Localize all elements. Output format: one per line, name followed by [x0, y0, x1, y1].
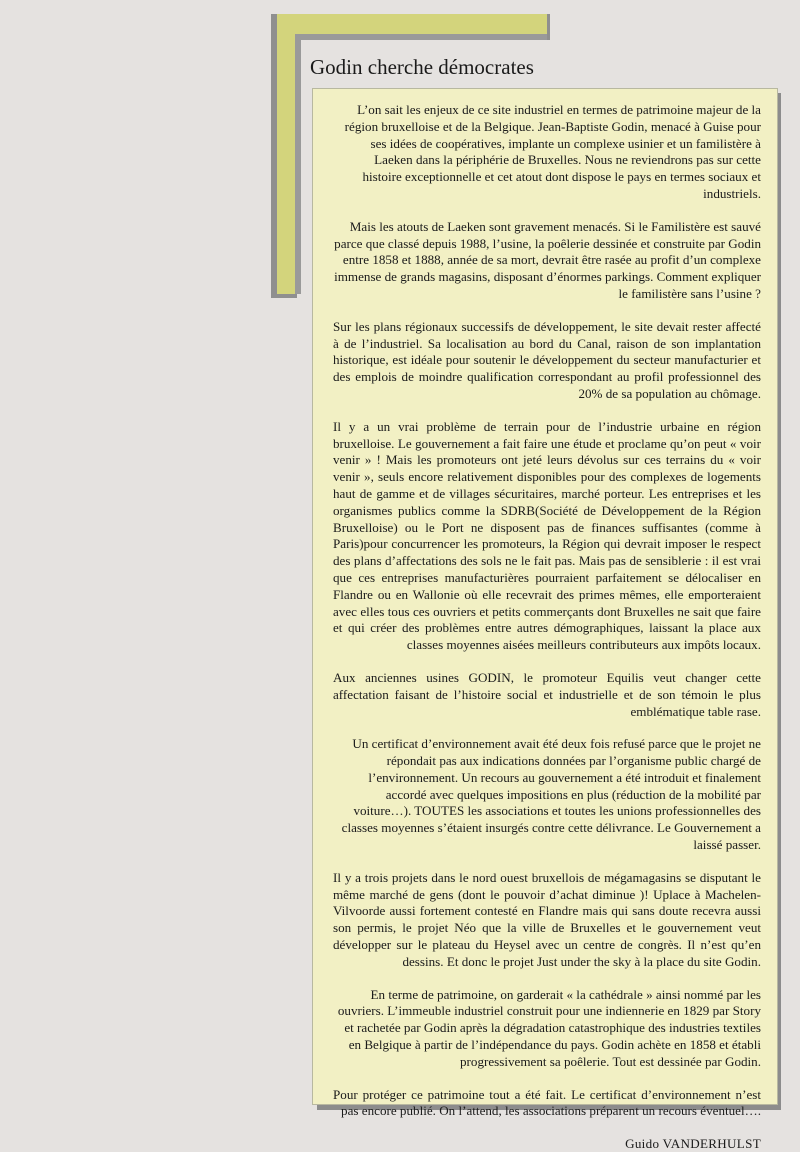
article-panel — [312, 88, 778, 1152]
article-paragraph: En terme de patrimoine, on garderait « la cathédrale » ainsi nommé par les ouvriers. L’immeuble industriel construit pour une indiennerie en 1829 par Story et rachetée par Godin après la dégradation catastrophique des industries textiles en Belgique à partir de l’indépendance du pays. Godin achète en 1858 et établi progressivement sa poêlerie. Tout est dessinée par Godin. — [337, 986, 761, 1069]
article-paragraph: Sur les plans régionaux successifs de développement, le site devait rester affecté à de l’industriel. Sa localisation au bord du Canal, raison de son implantation historique, est idéale pour soutenir le développement du secteur manufacturier et des emplois de moindre qualification correspondant au profil professionnel des 20% de sa population au chômage. — [333, 318, 761, 401]
article-paragraph: Il y a trois projets dans le nord ouest bruxellois de mégamagasins se disputant le même marché de gens (dont le pouvoir d’achat diminue )! Uplace à Machelen-Vilvoorde aussi fortement contesté en Flandre mais qui sans doute recevra aussi son permis, le projet Néo que la ville de Bruxelles et le gouvernement veut développer sur le plateau du Heysel avec un centre de congrès. Il n’est qu’en dessins. Et donc le projet Just under the sky à la place du site Godin. — [333, 869, 761, 969]
article-paragraph: Il y a un vrai problème de terrain pour de l’industrie urbaine en région bruxelloise. Le gouvernement a fait faire une étude et proclame qu’on peut « voir venir » ! Mais les promoteurs ont jeté leurs dévolus sur ces terrains du « voir venir », seuls encore relativement disponibles pour des complexes de logements haut de gamme et de villages sécuritaires, marché porteur. Les entreprises et les organismes publics comme la SDRB(Société de Développement de la Région Bruxelloise) ou le Port ne disposent pas de finances suffisantes (comme à Paris)pour concurrencer les promoteurs, la Région qui devrait imposer le respect des plans d’affectations des sols ne le fait pas. Mais pas de sensiblerie : il est vrai que ces entreprises manufacturières pourraient parfaitement se délocaliser en Flandre ou en Wallonie où elle recevrait des primes mêmes, elle emporteraient avec elles tous ces ouvriers et petits commerçants dont Bruxelles ne sait que faire et qui créer des problèmes entre autres démographiques, laissant la place aux classes moyennes aisées meilleurs contributeurs aux impôts locaux. — [333, 418, 761, 653]
author-signature: Guido VANDERHULST — [625, 1136, 761, 1152]
article-paragraph: Aux anciennes usines GODIN, le promoteur Equilis veut changer cette affectation faisant de l’histoire social et industrielle et de son témoin le plus emblématique table rase. — [333, 669, 761, 719]
decorative-frame-inner-top — [295, 34, 547, 40]
decorative-frame-left-band — [277, 14, 295, 294]
decorative-frame-inner-left — [295, 34, 301, 294]
article-title: Godin cherche démocrates — [310, 55, 534, 79]
decorative-frame-top-band — [277, 14, 547, 34]
article-paragraph: Pour protéger ce patrimoine tout a été fait. Le certificat d’environnement n’est pas encore publié. On l’attend, les associations préparent un recours éventuel…. — [333, 1086, 761, 1119]
article-paragraph: Un certificat d’environnement avait été deux fois refusé parce que le projet ne répondait pas aux indications données par l’organisme public chargé de l’environnement. Un recours au gouvernement a été introduit et finalement accordé avec quelques impositions en plus (réduction de la mobilité par voiture…). TOUTES les associations et toutes les unions professionnelles des classes moyennes s’étaient insurgés contre cette délivrance. Le Gouvernement a laissé passer. — [341, 736, 761, 853]
article-paragraph: L’on sait les enjeux de ce site industriel en termes de patrimoine majeur de la région bruxelloise et de la Belgique. Jean-Baptiste Godin, menacé à Guise pour ses idées de coopératives, implante un complexe usinier et un familistère à Laeken dans la périphérie de Bruxelles. Nous ne reviendrons pas sur cette histoire exceptionnelle et cet atout dont dispose le pays en termes sociaux et industriels. — [344, 102, 761, 201]
article-paragraph: Mais les atouts de Laeken sont gravement menacés. Si le Familistère est sauvé parce que classé depuis 1988, l’usine, la poêlerie dessinée et construite par Godin entre 1858 et 1888, année de sa mort, devrait être rasée au profit d’un complexe immense de grands magasins, disposant d’énormes parkings. Comment expliquer le familistère sans l’usine ? — [334, 218, 761, 301]
